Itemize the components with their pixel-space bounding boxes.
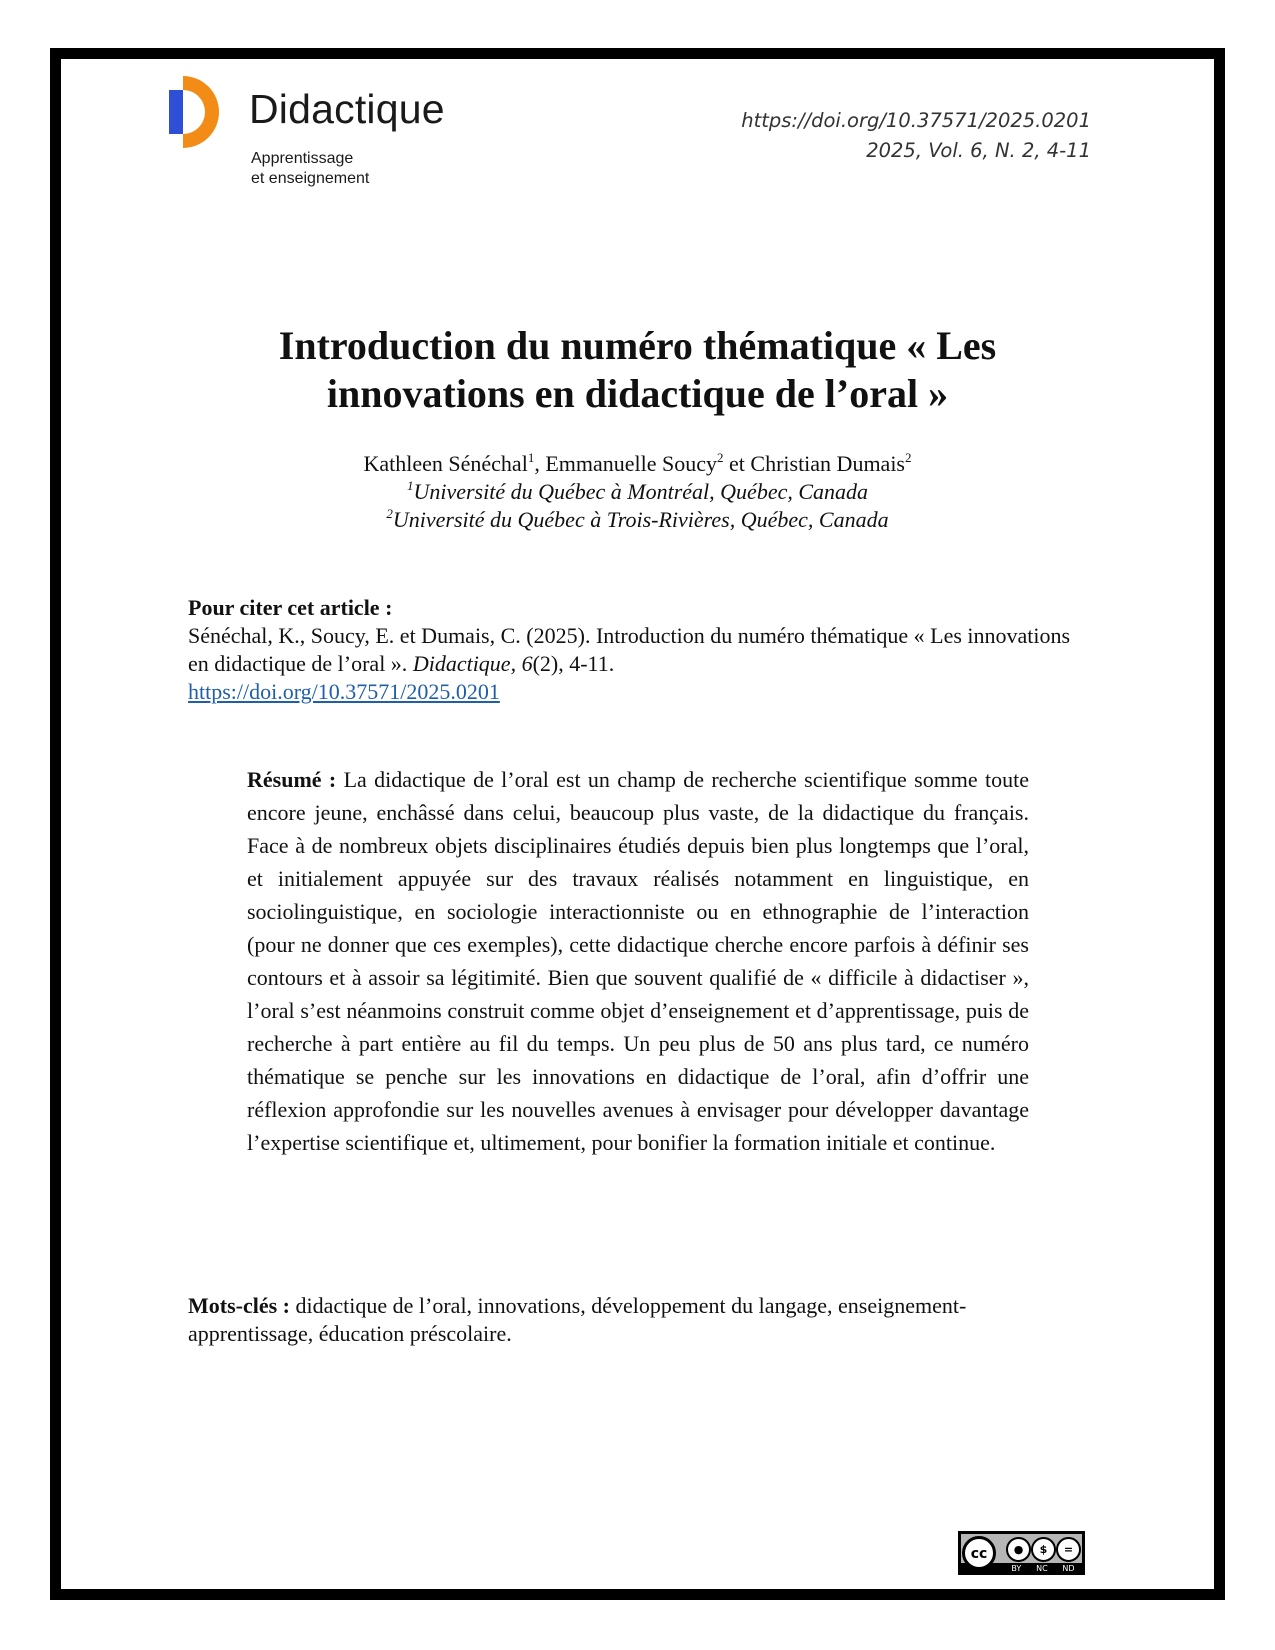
affiliation [160, 506, 1115, 534]
header-doi-block [741, 106, 1091, 166]
attribution-icon: ● [1006, 1537, 1031, 1562]
journal-tagline-line1: Apprentissage [251, 150, 354, 167]
noderivatives-icon: = [1056, 1537, 1081, 1562]
citation-text [188, 622, 1088, 678]
article-title-line2: innovations en didactique de l’oral » [326, 371, 949, 416]
creative-commons-icon: cc [962, 1536, 996, 1570]
author-separator: , [534, 451, 546, 476]
article-title [160, 322, 1115, 418]
header-volume: 2025, Vol. 6, N. 2, 4-11 [866, 139, 1091, 162]
abstract [247, 763, 1029, 1159]
keywords-text: didactique de l’oral, innovations, développement du langage, enseignement-apprentissage, éducation préscolaire. [188, 1293, 967, 1346]
didactique-logo-icon [169, 76, 221, 148]
citation-doi-link[interactable]: https://doi.org/10.37571/2025.0201 [188, 679, 500, 704]
affiliation-mark: 1 [406, 478, 414, 493]
license-badge[interactable] [958, 1531, 1085, 1575]
article-title-line1: Introduction du numéro thématique « Les [278, 323, 997, 368]
logo-orange-arc [183, 76, 219, 148]
logo-blue-bar [169, 90, 183, 134]
author-separator: et [723, 451, 751, 476]
abstract-label: Résumé : [247, 767, 337, 792]
license-labels [1004, 1563, 1082, 1574]
journal-tagline [251, 149, 369, 189]
keywords-label: Mots-clés : [188, 1293, 291, 1318]
author-name: Kathleen Sénéchal [363, 451, 528, 476]
abstract-text: La didactique de l’oral est un champ de recherche scientifique somme toute encore jeune, enchâssé dans celui, beaucoup plus vaste, de la didactique du français. Face à de nombreux objets disciplinaires étudiés depuis bien plus longtemps que l’oral, et initialement appuyée sur des travaux réalisés notamment en linguistique, en sociolinguistique, en sociologie interactionniste ou en ethnographie de l’interaction (pour ne donner que ces exemples), cette didactique cherche encore parfois à définir ses contours et à assoir sa légitimité. Bien que souvent qualifié de « difficile à didactiser », l’oral s’est néanmoins construit comme objet d’enseignement et d’apprentissage, puis de recherche à part entière au fil du temps. Un peu plus de 50 ans plus tard, ce numéro thématique se penche sur les innovations en didactique de l’oral, afin d’offrir une réflexion approfondie sur les nouvelles avenues à envisager pour développer davantage l’expertise scientifique et, ultimement, pour bonifier la formation initiale et continue. [247, 767, 1030, 1155]
affiliation [160, 478, 1115, 506]
affiliation-mark: 2 [386, 506, 393, 521]
author-block [160, 450, 1115, 534]
citation-volume: 6 [521, 651, 533, 676]
journal-name: Didactique [249, 86, 445, 132]
author-name: Emmanuelle Soucy [545, 451, 717, 476]
author-affiliation-mark: 2 [905, 450, 912, 465]
author-affiliation-mark: 1 [527, 450, 535, 465]
keywords-block [188, 1292, 1088, 1348]
citation-label: Pour citer cet article : [188, 595, 393, 620]
affiliation-text: Université du Québec à Trois-Rivières, Québec, Canada [392, 507, 889, 532]
author-name: Christian Dumais [750, 451, 905, 476]
license-label-nc: NC [1036, 1564, 1048, 1573]
author-list [160, 450, 1115, 478]
noncommercial-icon: $ [1031, 1537, 1056, 1562]
affiliation-text: Université du Québec à Montréal, Québec, Canada [413, 479, 869, 504]
citation-block [188, 594, 1088, 706]
license-label-nd: ND [1062, 1564, 1075, 1573]
journal-tagline-line2: et enseignement [251, 170, 370, 187]
author-affiliation-mark: 2 [717, 450, 724, 465]
citation-text-part1: Sénéchal, K., Soucy, E. et Dumais, C. (2025). Introduction du numéro thématique « Les innovations en didactique de l’oral ». [188, 623, 1071, 676]
citation-text-part3: (2), 4-11. [532, 651, 615, 676]
license-label-by: BY [1011, 1564, 1022, 1573]
header-doi: https://doi.org/10.37571/2025.0201 [741, 109, 1091, 132]
citation-journal: Didactique, [412, 651, 517, 676]
